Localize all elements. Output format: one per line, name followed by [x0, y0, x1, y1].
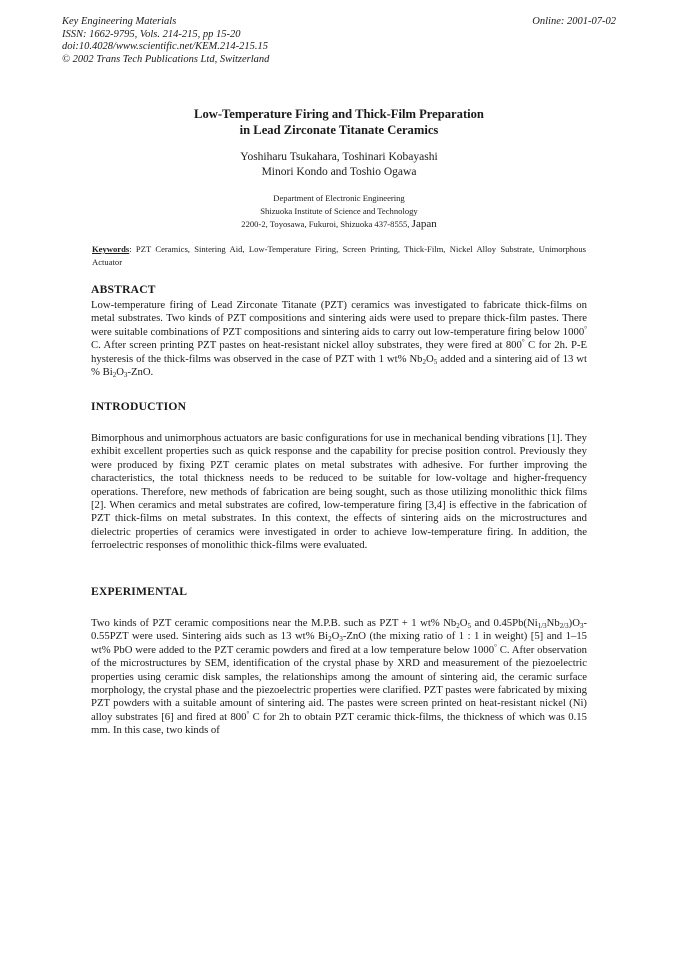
journal-header: [62, 16, 616, 66]
paper-title: [0, 106, 678, 138]
copyright-line: © 2002 Trans Tech Publications Ltd, Switzerland: [62, 53, 270, 65]
keywords-label: Keywords: [92, 244, 130, 254]
experimental-heading: EXPERIMENTAL: [91, 585, 188, 598]
experimental-text-part: )O: [568, 617, 580, 629]
subscript: 5: [433, 357, 438, 366]
degree-mark: °: [584, 324, 587, 333]
introduction-text: Bimorphous and unimorphous actuators are basic configurations for use in mechanical bending vibrations [1]. They exhibit excellent properties such as quick response and the capability for precise position control. Previously they were produced by fixing PZT ceramic plates on metal substrates with adhesive. For further improving the characteristics, the total thickness needs to be reduced to be suitable for low-voltage and higher-frequency operations. Therefore, new methods of fabrication are being sought, such as those utilizing monolithic thick films [2]. When ceramics and metal substrates are cofired, low-temperature firing [3,4] is effective in the fabrication of PZT thick-films on metal substrates. In this context, the effects of sintering aids on the microstructures and dielectric properties of ceramics were investigated in order to achieve low-temperature firing. In addition, the ferroelectric responses of monolithic thick-films were evaluated.: [91, 432, 587, 552]
experimental-text-part: C for 2h to obtain PZT ceramic thick-films, the thickness of which was 0.15 mm. In this case, two kinds of: [91, 710, 587, 737]
author-list: [0, 150, 678, 179]
journal-name: Key Engineering Materials: [62, 16, 177, 27]
subscript: 2/3: [559, 622, 569, 630]
introduction-section: [91, 400, 587, 553]
experimental-section: [91, 585, 587, 738]
subscript: 3: [339, 635, 343, 644]
experimental-text-part: and 0.45Pb(Ni: [471, 617, 538, 629]
subscript: 5: [467, 622, 471, 630]
subscript: 3: [123, 371, 128, 380]
experimental-text-part: Nb: [546, 617, 560, 629]
abstract-text-part: C. After screen printing PZT pastes on heat-resistant nickel alloy substrates, they were fired at 800: [91, 339, 522, 352]
affiliation-institute: Shizuoka Institute of Science and Technology: [260, 206, 418, 216]
authors-line-2: Minori Kondo and Toshio Ogawa: [261, 165, 417, 178]
subscript: 2: [456, 622, 460, 630]
subscript: 2: [422, 357, 427, 366]
abstract-text-part: -ZnO.: [127, 366, 154, 379]
degree-mark: °: [494, 642, 497, 651]
experimental-text-part: C. After observation of the microstructures by SEM, identification of the crystal phase by XRD and measurement of the piezoelectric properties using ceramic disk samples, the relationships among the amount of sintering aid, the ceramic surface morphology, the crystal phase and the piezoelectric properties were clarified. PZT pastes were fabricated by mixing PZT powders with a suitable amount of sintering aid. The pastes were screen printed on heat-resistant nickel (Ni) alloy substrates [6] and fired at 800: [91, 643, 588, 723]
degree-mark: °: [246, 709, 250, 718]
subscript: 3: [579, 622, 584, 630]
experimental-text-part: -ZnO (the mixing ratio of 1 : 1 in weight) [5] and 1–15 wt% PbO were added to the PZT ceramic powders and fired at a low temperature below 1000: [91, 630, 588, 656]
online-date: Online: 2001-07-02: [532, 16, 616, 27]
abstract-section: [91, 283, 587, 379]
title-line-2: in Lead Zirconate Titanate Ceramics: [239, 123, 439, 137]
experimental-text: [91, 617, 587, 738]
experimental-text-part: -0.55PZT were used. Sintering aids such as 13 wt% Bi: [91, 617, 587, 643]
experimental-text-part: Two kinds of PZT ceramic compositions near the M.P.B. such as PZT + 1 wt% Nb: [91, 617, 457, 629]
introduction-heading: INTRODUCTION: [91, 400, 187, 413]
experimental-text-part: O: [459, 617, 468, 629]
abstract-heading: ABSTRACT: [91, 283, 156, 296]
affiliation-country: Japan: [411, 218, 437, 230]
abstract-text: [91, 299, 587, 379]
issn-line: ISSN: 1662-9795, Vols. 214-215, pp 15-20: [62, 28, 241, 40]
keywords-text: : PZT Ceramics, Sintering Aid, Low-Temperature Firing, Screen Printing, Thick-Film, Nickel Alloy Substrate, Unimorphous Actuator: [92, 244, 586, 267]
degree-mark: °: [521, 338, 525, 347]
title-line-1: Low-Temperature Firing and Thick-Film Preparation: [194, 107, 484, 121]
experimental-text-part: O: [331, 630, 340, 643]
affiliation: [0, 192, 678, 231]
affiliation-address: 2200-2, Toyosawa, Fukuroi, Shizuoka 437-8555,: [241, 219, 410, 229]
abstract-text-part: added and a sintering aid of 13 wt % Bi: [91, 352, 587, 379]
keywords-block: [92, 243, 586, 268]
abstract-text-part: O: [426, 352, 434, 365]
subscript: 2: [328, 635, 332, 644]
authors-line-1: Yoshiharu Tsukahara, Toshinari Kobayashi: [240, 151, 438, 163]
abstract-text-part: O: [116, 366, 124, 379]
subscript: 2: [112, 371, 117, 380]
doi-link[interactable]: doi:10.4028/www.scientific.net/KEM.214-215.15: [62, 41, 268, 53]
affiliation-dept: Department of Electronic Engineering: [273, 193, 405, 203]
abstract-text-part: C for 2h. P-E hysteresis of the thick-films was observed in the case of PZT with 1 wt% Nb: [91, 339, 588, 365]
affiliation-address-line: [0, 218, 678, 231]
subscript: 1/3: [537, 622, 547, 630]
abstract-text-part: Low-temperature firing of Lead Zirconate Titanate (PZT) ceramics was investigated to fabricate thick-films on metal substrates. Two kinds of PZT compositions and sintering aids were used to prepare thick-film pastes. There were suitable combinations of PZT compositions and sintering aids to carry out low-temperature firing below 1000: [91, 299, 587, 338]
